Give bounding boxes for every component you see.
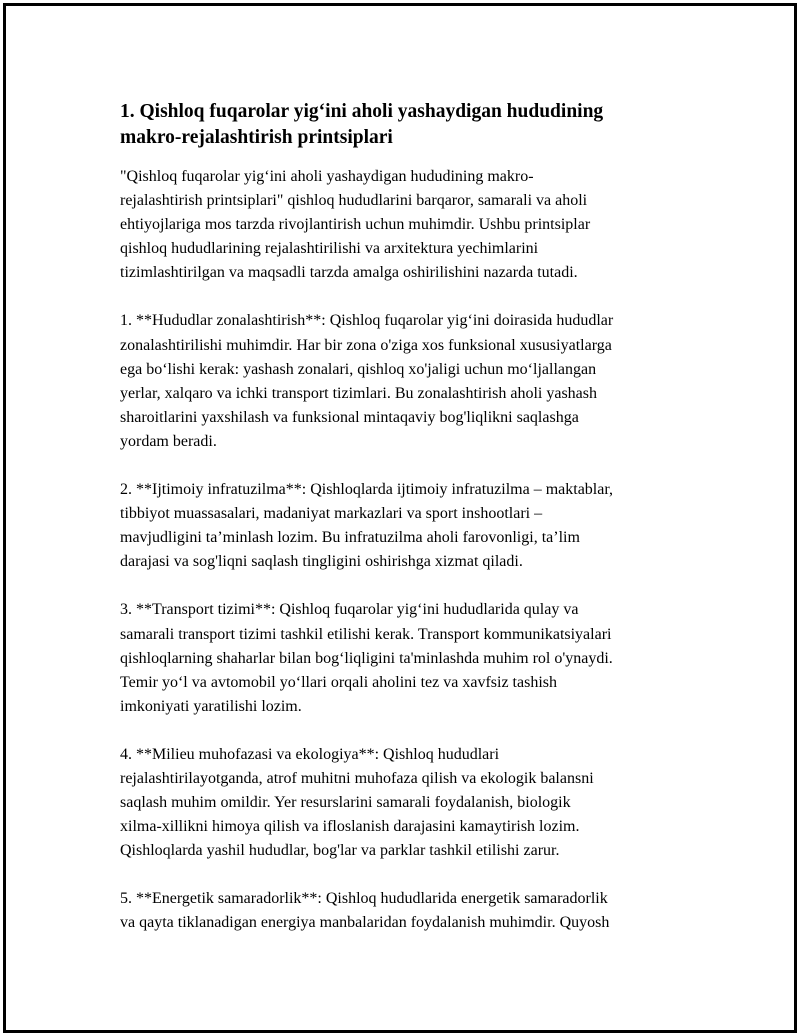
transport-paragraph — [120, 598, 700, 718]
text-line: xilma-xillikni himoya qilish va ifloslanish darajasini kamaytirish lozim. — [120, 818, 580, 836]
text-line: sharoitlarini yaxshilash va funksional mintaqaviy bog'liqlikni saqlashga — [120, 408, 579, 426]
text-line: Qishloqlarda yashil hududlar, bog'lar va parklar tashkil etilishi zarur. — [120, 842, 560, 860]
text-line: 1. **Hududlar zonalashtirish**: Qishloq fuqarolar yig‘ini doirasida hududlar — [120, 312, 614, 330]
text-line: "Qishloq fuqarolar yig‘ini aholi yashaydigan hududining makro- — [120, 168, 534, 185]
text-line: tizimlashtirilgan va maqsadli tarzda amalga oshirilishini nazarda tutadi. — [120, 264, 578, 282]
text-line: qishloq hududlarining rejalashtirilishi va arxitektura yechimlarini — [120, 240, 539, 258]
text-line: saqlash muhim omildir. Yer resurslarini samarali foydalanish, biologik — [120, 794, 571, 812]
text-line: ega bo‘lishi kerak: yashash zonalari, qishloq xo'jaligi uchun mo‘ljallangan — [120, 360, 597, 378]
text-line: Temir yo‘l va avtomobil yo‘llari orqali aholini tez va xavfsiz tashish — [120, 673, 557, 691]
text-line: imkoniyati yaratilishi lozim. — [120, 697, 302, 715]
heading-line: 1. Qishloq fuqarolar yig‘ini aholi yashaydigan hududining — [120, 101, 604, 122]
text-line: 5. **Energetik samaradorlik**: Qishloq hududlarida energetik samaradorlik — [120, 890, 608, 908]
text-line: va qayta tiklanadigan energiya manbalaridan foydalanish muhimdir. Quyosh — [120, 914, 610, 932]
text-line: ehtiyojlariga mos tarzda rivojlantirish uchun muhimdir. Ushbu printsiplar — [120, 216, 591, 234]
energy-paragraph — [120, 887, 700, 935]
text-line: yerlar, xalqaro va ichki transport tizimlari. Bu zonalashtirish aholi yashash — [120, 384, 597, 402]
intro-paragraph — [120, 165, 700, 285]
zoning-paragraph — [120, 309, 700, 454]
text-line: rejalashtirilayotganda, atrof muhitni muhofaza qilish va ekologik balansni — [120, 769, 594, 787]
text-line: tibbiyot muassasalari, madaniyat markazlari va sport inshootlari – — [120, 505, 543, 523]
text-line: zonalashtirilishi muhimdir. Har bir zona o'ziga xos funksional xususiyatlarga — [120, 336, 612, 354]
section-heading — [120, 99, 700, 151]
text-line: yordam beradi. — [120, 432, 217, 450]
text-line: darajasi va sog'liqni saqlash tingligini oshirishga xizmat qiladi. — [120, 553, 523, 571]
text-line: qishloqlarning shaharlar bilan bog‘liqligini ta'minlashda muhim rol o'ynaydi. — [120, 649, 613, 667]
document-content — [120, 99, 700, 960]
page-frame — [3, 3, 797, 1033]
text-line: samarali transport tizimi tashkil etilishi kerak. Transport kommunikatsiyalari — [120, 625, 612, 643]
social-infrastructure-paragraph — [120, 478, 700, 574]
ecology-paragraph — [120, 743, 700, 863]
text-line: 4. **Milieu muhofazasi va ekologiya**: Qishloq hududlari — [120, 745, 500, 763]
text-line: 2. **Ijtimoiy infratuzilma**: Qishloqlarda ijtimoiy infratuzilma – maktablar, — [120, 481, 614, 499]
text-line: mavjudligini ta’minlash lozim. Bu infratuzilma aholi farovonligi, ta’lim — [120, 529, 580, 547]
text-line: rejalashtirish printsiplari" qishloq hududlarini barqaror, samarali va aholi — [120, 192, 588, 210]
text-line: 3. **Transport tizimi**: Qishloq fuqarolar yig‘ini hududlarida qulay va — [120, 601, 579, 619]
heading-line: makro-rejalashtirish printsiplari — [120, 127, 393, 148]
